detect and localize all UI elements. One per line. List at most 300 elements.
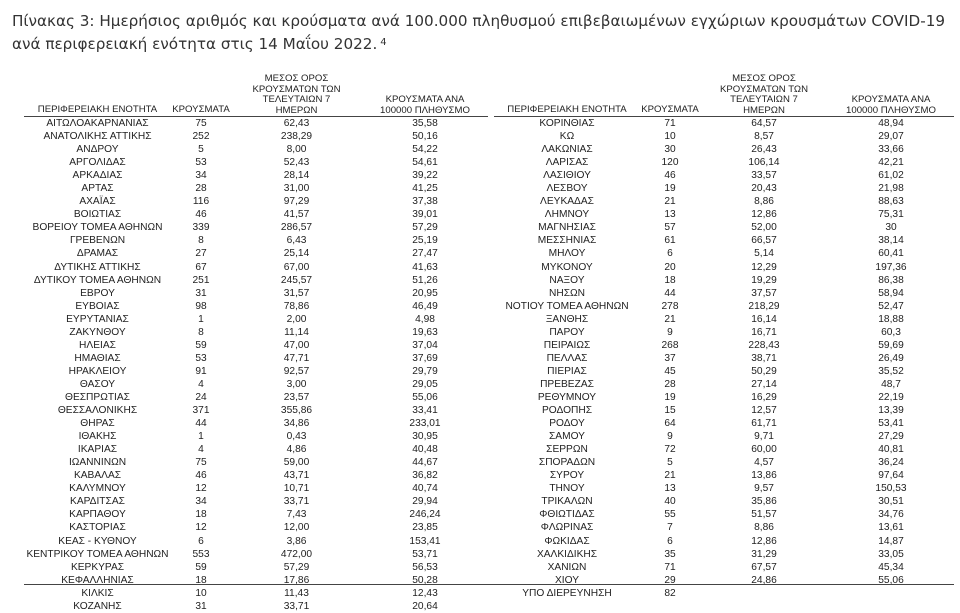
- cell-avg7: 62,43: [283, 118, 310, 130]
- table-row: [494, 352, 954, 365]
- cell-region: ΤΡΙΚΑΛΩΝ: [541, 496, 593, 508]
- cell-cases: 46: [195, 209, 207, 221]
- cell-per100k: 30,51: [878, 496, 904, 508]
- cell-cases: 12: [195, 522, 207, 534]
- cell-per100k: 88,63: [878, 196, 904, 208]
- table-row: [24, 156, 488, 169]
- cell-region: ΑΧΑΪΑΣ: [79, 196, 116, 208]
- cell-per100k: 44,67: [412, 457, 438, 469]
- cell-region: ΒΟΡΕΙΟΥ ΤΟΜΕΑ ΑΘΗΝΩΝ: [32, 222, 163, 234]
- cell-region: ΕΥΒΟΙΑΣ: [75, 300, 120, 312]
- cell-avg7: 52,00: [751, 222, 777, 234]
- table-row: [24, 535, 488, 548]
- cell-per100k: 86,38: [878, 274, 904, 286]
- cell-avg7: 9,57: [754, 483, 774, 495]
- cell-avg7: 23,57: [283, 392, 310, 403]
- table-row: [24, 352, 488, 365]
- cell-region: ΚΕΑΣ - ΚΥΘΝΟΥ: [58, 535, 137, 547]
- cell-cases: 1: [198, 431, 204, 443]
- cell-region: ΚΙΛΚΙΣ: [81, 587, 114, 599]
- cell-region: ΚΟΡΙΝΘΙΑΣ: [539, 118, 595, 130]
- cell-per100k: 20,64: [412, 600, 438, 612]
- table-row: [494, 313, 954, 326]
- table-row: [24, 208, 488, 221]
- cell-region: ΗΡΑΚΛΕΙΟΥ: [68, 365, 127, 377]
- cell-avg7: 61,71: [751, 418, 777, 430]
- cell-per100k: 29,94: [412, 496, 438, 508]
- cell-region: ΡΟΔΟΠΗΣ: [541, 405, 593, 417]
- table-row: [24, 261, 488, 274]
- cell-avg7: 218,29: [748, 300, 780, 312]
- table-bottom-rule: [24, 584, 954, 585]
- cell-per100k: 53,71: [412, 548, 438, 560]
- cell-per100k: 27,29: [878, 431, 904, 443]
- cell-avg7: 5,14: [754, 248, 774, 260]
- cell-region: ΞΑΝΘΗΣ: [545, 313, 589, 325]
- cell-cases: 46: [195, 470, 207, 482]
- cell-cases: 13: [664, 483, 676, 495]
- cell-per100k: 48,7: [881, 378, 901, 390]
- cell-region: ΘΕΣΣΑΛΟΝΙΚΗΣ: [57, 405, 138, 417]
- cell-per100k: 29,05: [412, 378, 438, 390]
- cell-region: ΦΩΚΙΔΑΣ: [544, 535, 590, 547]
- table-row: [494, 378, 954, 391]
- cell-per100k: 59,69: [878, 339, 904, 351]
- cell-avg7: 11,43: [284, 587, 309, 599]
- cell-region: ΠΙΕΡΙΑΣ: [547, 365, 587, 377]
- cell-per100k: 40,81: [878, 444, 904, 456]
- cell-avg7: 238,29: [280, 131, 313, 143]
- cell-per100k: 39,01: [412, 209, 438, 221]
- table-row: [494, 391, 954, 404]
- table-row: [494, 300, 954, 313]
- table-row: [24, 417, 488, 430]
- cell-cases: 34: [195, 496, 207, 508]
- cell-region: ΕΥΡΥΤΑΝΙΑΣ: [66, 313, 129, 325]
- cell-avg7: 26,43: [751, 144, 777, 156]
- cell-avg7: 47,71: [283, 352, 310, 364]
- cell-region: ΣΠΟΡΑΔΩΝ: [538, 457, 596, 469]
- cell-avg7: 12,29: [751, 261, 777, 273]
- cell-region: ΑΝΑΤΟΛΙΚΗΣ ΑΤΤΙΚΗΣ: [43, 131, 152, 143]
- cell-per100k: 246,24: [409, 509, 441, 521]
- cell-per100k: 23,85: [412, 522, 438, 534]
- table-row: [494, 234, 954, 247]
- cell-region: ΑΡΤΑΣ: [81, 183, 114, 195]
- cell-cases: 59: [195, 561, 207, 573]
- cell-cases: 18: [664, 274, 676, 286]
- cell-region: ΙΩΑΝΝΙΝΩΝ: [68, 457, 127, 469]
- cell-avg7: 31,57: [283, 287, 310, 299]
- table-row: [24, 143, 488, 156]
- cell-avg7: 10,71: [283, 483, 310, 495]
- table-row: [24, 287, 488, 300]
- table-row: [494, 182, 954, 195]
- table-row: [24, 456, 488, 469]
- cell-region: ΘΑΣΟΥ: [79, 378, 116, 390]
- cell-per100k: 12,43: [412, 587, 438, 599]
- cell-per100k: 26,49: [878, 352, 904, 364]
- table-row: [24, 391, 488, 404]
- cell-region: ΤΗΝΟΥ: [549, 483, 585, 495]
- table-caption: [12, 10, 952, 56]
- cell-per100k: 42,21: [878, 157, 904, 169]
- cell-region: ΚΕΦΑΛΛΗΝΙΑΣ: [61, 574, 134, 586]
- header-row: [494, 74, 954, 117]
- cell-cases: 6: [667, 248, 673, 260]
- cell-per100k: 25,19: [412, 235, 438, 247]
- table-row: [494, 495, 954, 508]
- cell-per100k: 29,79: [412, 365, 438, 377]
- cell-cases: 35: [664, 548, 676, 560]
- cell-cases: 40: [664, 496, 676, 508]
- table-row: [494, 143, 954, 156]
- cell-region: ΖΑΚΥΝΘΟΥ: [69, 326, 126, 338]
- cell-avg7: 8,86: [754, 522, 774, 534]
- cell-per100k: 48,94: [878, 118, 904, 130]
- cell-per100k: 60,3: [881, 326, 901, 338]
- table-row: [494, 548, 954, 561]
- cell-region: ΚΩ: [559, 131, 575, 143]
- cell-region: ΑΡΓΟΛΙΔΑΣ: [69, 157, 126, 169]
- cell-cases: 371: [192, 405, 210, 417]
- cell-region: ΠΡΕΒΕΖΑΣ: [540, 378, 594, 390]
- table-row: [494, 221, 954, 234]
- cell-per100k: 41,63: [412, 261, 438, 273]
- cell-avg7: 35,86: [751, 496, 777, 508]
- cell-per100k: 4,98: [415, 313, 435, 325]
- cell-region: ΘΕΣΠΡΩΤΙΑΣ: [65, 392, 130, 403]
- cell-region: ΦΘΙΩΤΙΔΑΣ: [539, 509, 595, 521]
- table-row: [494, 521, 954, 534]
- table-row: [494, 247, 954, 260]
- cell-cases: 44: [195, 418, 207, 430]
- cell-cases: 268: [661, 339, 679, 351]
- cell-cases: 553: [192, 548, 210, 560]
- cell-per100k: 55,06: [878, 574, 904, 586]
- cell-cases: 10: [664, 131, 676, 143]
- cell-region: ΙΚΑΡΙΑΣ: [77, 444, 118, 456]
- table-row: [24, 508, 488, 521]
- cell-region: ΝΟΤΙΟΥ ΤΟΜΕΑ ΑΘΗΝΩΝ: [505, 300, 629, 312]
- table-row: [494, 365, 954, 378]
- table-row: [24, 234, 488, 247]
- cell-region: ΛΕΥΚΑΔΑΣ: [540, 196, 594, 208]
- cell-avg7: 47,00: [283, 339, 310, 351]
- cell-per100k: 54,22: [412, 144, 438, 156]
- cell-per100k: 36,82: [412, 470, 438, 482]
- cell-avg7: 78,86: [283, 300, 310, 312]
- cell-region: ΙΘΑΚΗΣ: [78, 431, 117, 443]
- cell-cases: 10: [195, 587, 207, 599]
- cell-per100k: 58,94: [878, 287, 904, 299]
- header-avg7: ΜΕΣΟΣ ΟΡΟΣ ΚΡΟΥΣΜΑΤΩΝ ΤΩΝ ΤΕΛΕΥΤΑΙΩΝ 7 ΗΜΕΡΩΝ: [252, 74, 341, 116]
- cell-per100k: 61,02: [878, 170, 904, 182]
- cell-per100k: 35,52: [878, 365, 904, 377]
- table-row: [24, 117, 488, 131]
- cell-region: ΚΟΖΑΝΗΣ: [73, 600, 122, 612]
- cell-avg7: 43,71: [283, 470, 310, 482]
- cell-cases: 19: [664, 392, 676, 403]
- cell-cases: 57: [664, 222, 676, 234]
- table-row: [24, 339, 488, 352]
- cell-cases: 5: [198, 144, 204, 156]
- cell-region: ΛΑΚΩΝΙΑΣ: [541, 144, 593, 156]
- cell-cases: 82: [664, 587, 676, 599]
- header-cases: ΚΡΟΥΣΜΑΤΑ: [172, 103, 230, 115]
- cell-avg7: 19,29: [751, 274, 777, 286]
- cell-per100k: 97,64: [878, 470, 904, 482]
- table-row: [24, 247, 488, 260]
- cell-cases: 44: [664, 287, 676, 299]
- cell-cases: 29: [664, 574, 676, 586]
- cell-avg7: 33,71: [283, 496, 310, 508]
- cell-avg7: 52,43: [283, 157, 310, 169]
- cell-region: ΝΑΞΟΥ: [549, 274, 585, 286]
- cell-avg7: 8,00: [286, 144, 307, 156]
- table-row: [24, 430, 488, 443]
- cell-per100k: 52,47: [878, 300, 904, 312]
- cell-region: ΑΝΔΡΟΥ: [76, 144, 119, 156]
- cell-per100k: 40,48: [412, 444, 438, 456]
- table-row: [24, 326, 488, 339]
- cell-cases: 91: [195, 365, 207, 377]
- table-row: [24, 404, 488, 417]
- cell-per100k: 37,69: [412, 352, 438, 364]
- table-row: [24, 274, 488, 287]
- cell-avg7: 9,71: [754, 431, 774, 443]
- cell-region: ΔΡΑΜΑΣ: [76, 248, 119, 260]
- table-row: [494, 130, 954, 143]
- table-row: [24, 182, 488, 195]
- cell-per100k: 150,53: [875, 483, 907, 495]
- cell-avg7: 92,57: [283, 365, 310, 377]
- header-per100k: ΚΡΟΥΣΜΑΤΑ ΑΝΑ 100000 ΠΛΗΘΥΣΜΟ: [846, 94, 936, 116]
- cell-region: ΧΙΟΥ: [554, 574, 580, 586]
- cell-avg7: 3,86: [286, 535, 307, 547]
- cell-avg7: 245,57: [280, 274, 313, 286]
- cell-per100k: 54,61: [412, 157, 438, 169]
- cell-avg7: 60,00: [751, 444, 777, 456]
- cell-region: ΒΟΙΩΤΙΑΣ: [73, 209, 122, 221]
- cell-avg7: 50,29: [751, 365, 777, 377]
- table-row: [494, 469, 954, 482]
- cell-region: ΚΑΒΑΛΑΣ: [73, 470, 122, 482]
- cell-cases: 45: [664, 365, 676, 377]
- cell-avg7: 355,86: [280, 405, 313, 417]
- cell-cases: 28: [664, 378, 676, 390]
- cell-per100k: 22,19: [878, 392, 904, 403]
- table-row: [24, 561, 488, 574]
- cell-cases: 46: [664, 170, 676, 182]
- cell-cases: 252: [192, 131, 210, 143]
- cell-per100k: 30: [885, 222, 897, 234]
- cell-region: ΚΑΡΠΑΘΟΥ: [69, 509, 126, 521]
- cell-region: ΠΕΙΡΑΙΩΣ: [543, 339, 591, 351]
- cell-avg7: 8,86: [754, 196, 774, 208]
- cell-region: ΓΡΕΒΕΝΩΝ: [69, 235, 126, 247]
- cell-per100k: 33,41: [412, 405, 438, 417]
- cell-avg7: 0,43: [286, 431, 307, 443]
- cell-per100k: 27,47: [412, 248, 438, 260]
- cell-region: ΘΗΡΑΣ: [80, 418, 115, 430]
- cell-per100k: 20,95: [412, 287, 438, 299]
- table-body: [24, 117, 488, 613]
- cell-cases: 19: [664, 183, 676, 195]
- table-row: [24, 443, 488, 456]
- table-row: [494, 156, 954, 169]
- table-row: [494, 482, 954, 495]
- cell-cases: 24: [195, 392, 207, 403]
- cell-region: ΥΠΟ ΔΙΕΡΕΥΝΗΣΗ: [522, 587, 612, 599]
- header-cases: ΚΡΟΥΣΜΑΤΑ: [641, 103, 699, 115]
- cell-cases: 53: [195, 157, 207, 169]
- cell-per100k: 13,61: [878, 522, 904, 534]
- cell-cases: 34: [195, 170, 207, 182]
- cell-region: ΗΛΕΙΑΣ: [79, 339, 116, 351]
- cell-avg7: 12,00: [283, 522, 310, 534]
- cell-cases: 55: [664, 509, 676, 521]
- table-row: [24, 600, 488, 613]
- header-per100k: ΚΡΟΥΣΜΑΤΑ ΑΝΑ 100000 ΠΛΗΘΥΣΜΟ: [380, 94, 470, 116]
- cell-cases: 71: [664, 561, 676, 573]
- cell-avg7: 228,43: [748, 339, 780, 351]
- cell-avg7: 24,86: [751, 574, 777, 586]
- cell-avg7: 13,86: [751, 470, 777, 482]
- cell-per100k: 53,41: [878, 418, 904, 430]
- cell-avg7: 16,29: [751, 392, 777, 403]
- cell-per100k: 51,26: [412, 274, 438, 286]
- cell-region: ΜΑΓΝΗΣΙΑΣ: [538, 222, 596, 234]
- cell-per100k: 75,31: [878, 209, 904, 221]
- cell-per100k: 29,07: [878, 131, 904, 143]
- cell-per100k: 197,36: [875, 261, 907, 273]
- cell-per100k: 50,16: [412, 131, 438, 143]
- cell-region: ΛΑΡΙΣΑΣ: [545, 157, 589, 169]
- table-row: [494, 117, 954, 131]
- cell-avg7: 31,00: [283, 183, 310, 195]
- table-row: [494, 430, 954, 443]
- cell-cases: 9: [667, 431, 673, 443]
- table-row: [24, 469, 488, 482]
- cell-cases: 4: [198, 444, 204, 456]
- cell-per100k: 21,98: [878, 183, 904, 195]
- cell-avg7: 64,57: [751, 118, 777, 130]
- cell-cases: 9: [667, 326, 673, 338]
- cell-per100k: 46,49: [412, 300, 438, 312]
- cell-cases: 20: [664, 261, 676, 273]
- cell-avg7: 34,86: [283, 418, 310, 430]
- cell-avg7: 8,57: [754, 131, 774, 143]
- cell-per100k: 40,74: [412, 483, 438, 495]
- cell-cases: 72: [664, 444, 676, 456]
- cell-region: ΣΕΡΡΩΝ: [546, 444, 588, 456]
- cell-cases: 278: [661, 300, 679, 312]
- header-region: ΠΕΡΙΦΕΡΕΙΑΚΗ ΕΝΟΤΗΤΑ: [37, 103, 158, 115]
- table-row: [24, 313, 488, 326]
- cell-cases: 18: [195, 574, 207, 586]
- cell-avg7: 97,29: [283, 196, 310, 208]
- table-row: [494, 326, 954, 339]
- table-row: [24, 130, 488, 143]
- cell-region: ΠΑΡΟΥ: [549, 326, 585, 338]
- table-row: [24, 221, 488, 234]
- table-row: [24, 378, 488, 391]
- cell-per100k: 37,38: [412, 196, 438, 208]
- table-row: [494, 339, 954, 352]
- cell-region: ΚΕΝΤΡΙΚΟΥ ΤΟΜΕΑ ΑΘΗΝΩΝ: [26, 548, 169, 560]
- cell-avg7: 41,57: [283, 209, 310, 221]
- table-row: [24, 521, 488, 534]
- cell-cases: 21: [664, 196, 676, 208]
- cell-cases: 8: [198, 235, 204, 247]
- cell-avg7: 66,57: [751, 235, 777, 247]
- cell-region: ΛΗΜΝΟΥ: [544, 209, 590, 221]
- cell-cases: 53: [195, 352, 207, 364]
- cell-per100k: 41,25: [412, 183, 438, 195]
- cell-per100k: 38,14: [878, 235, 904, 247]
- regions-table-right: [494, 74, 954, 600]
- cell-cases: 15: [664, 405, 676, 417]
- cell-region: ΛΕΣΒΟΥ: [546, 183, 588, 195]
- table-row: [494, 417, 954, 430]
- cell-avg7: 33,71: [283, 600, 310, 612]
- cell-cases: 6: [667, 535, 673, 547]
- cell-cases: 64: [664, 418, 676, 430]
- table-row: [494, 208, 954, 221]
- cell-region: ΔΥΤΙΚΟΥ ΤΟΜΕΑ ΑΘΗΝΩΝ: [33, 274, 162, 286]
- cell-cases: 27: [195, 248, 207, 260]
- cell-avg7: 20,43: [751, 183, 777, 195]
- cell-avg7: 11,14: [284, 326, 309, 338]
- cell-cases: 8: [198, 326, 204, 338]
- table-row: [494, 274, 954, 287]
- cell-cases: 21: [664, 470, 676, 482]
- cell-region: ΚΑΣΤΟΡΙΑΣ: [69, 522, 126, 534]
- cell-avg7: 17,86: [283, 574, 310, 586]
- table-row: [494, 404, 954, 417]
- cell-cases: 31: [195, 287, 207, 299]
- table-row: [24, 482, 488, 495]
- cell-region: ΡΟΔΟΥ: [549, 418, 585, 430]
- cell-avg7: 33,57: [751, 170, 777, 182]
- cell-per100k: 14,87: [878, 535, 904, 547]
- cell-cases: 67: [195, 261, 207, 273]
- cell-region: ΚΕΡΚΥΡΑΣ: [70, 561, 125, 573]
- table-row: [24, 495, 488, 508]
- cell-per100k: 18,88: [878, 313, 904, 325]
- cell-per100k: 13,39: [878, 405, 904, 417]
- cell-avg7: 28,14: [283, 170, 310, 182]
- header-region: ΠΕΡΙΦΕΡΕΙΑΚΗ ΕΝΟΤΗΤΑ: [507, 103, 627, 115]
- table-row: [494, 456, 954, 469]
- cell-per100k: 233,01: [409, 418, 441, 430]
- cell-region: ΑΡΚΑΔΙΑΣ: [72, 170, 123, 182]
- cell-region: ΚΑΛΥΜΝΟΥ: [69, 483, 126, 495]
- cell-cases: 13: [664, 209, 676, 221]
- footnote-marker: 4: [380, 37, 387, 48]
- cell-cases: 21: [664, 313, 676, 325]
- cell-avg7: 27,14: [751, 378, 777, 390]
- cell-per100k: 19,63: [412, 326, 438, 338]
- cell-per100k: 45,34: [878, 561, 904, 573]
- cell-cases: 116: [192, 196, 210, 208]
- cell-avg7: 12,86: [751, 209, 777, 221]
- cell-cases: 98: [195, 300, 207, 312]
- cell-avg7: 4,86: [286, 444, 307, 456]
- cell-cases: 75: [195, 457, 207, 469]
- cell-region: ΜΗΛΟΥ: [548, 248, 586, 260]
